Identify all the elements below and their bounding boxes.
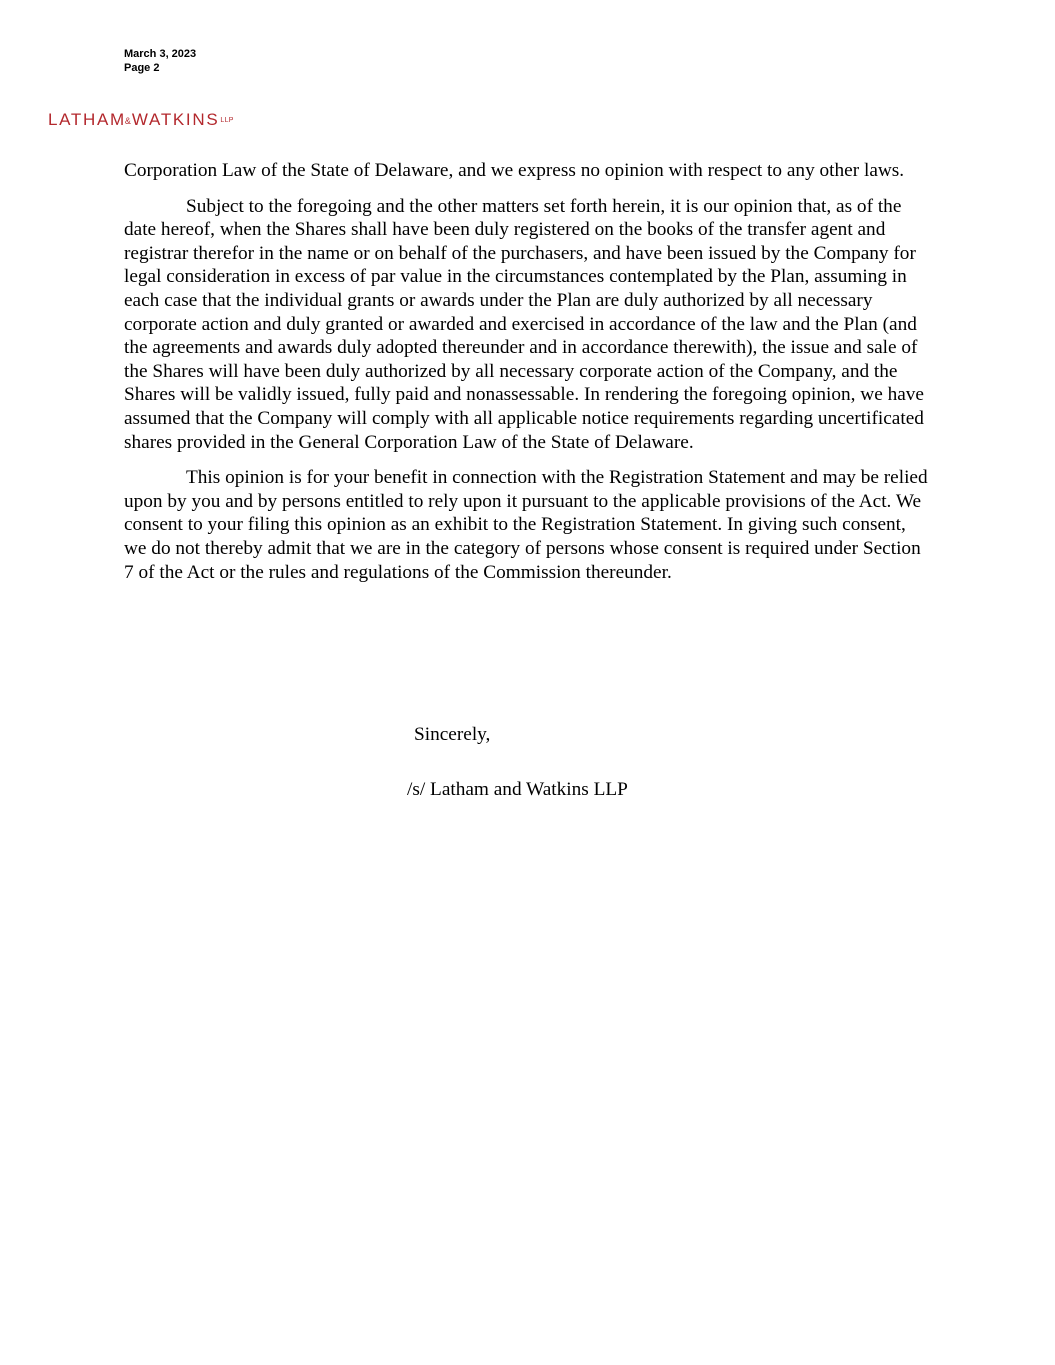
body-paragraph: This opinion is for your benefit in connection with the Registration Statement and may be relied upon by you and by persons entitled to rely upon it pursuant to the applicable provisions of the Act. We consent to your filing this opinion as an exhibit to the Registration Statement. In giving such consent, we do not thereby admit that we are in the category of persons whose consent is required under Section 7 of the Act or the rules and regulations of the Commission thereunder. [124, 467, 928, 583]
header-page-number: Page 2 [124, 62, 160, 74]
closing-salutation: Sincerely, [414, 724, 491, 745]
letter-body [124, 159, 930, 596]
signature-line: /s/ Latham and Watkins LLP [407, 779, 628, 800]
logo-suffix: LLP [220, 117, 234, 124]
logo-name-left: LATHAM [48, 110, 126, 129]
logo-name-right: WATKINS [131, 110, 220, 129]
body-paragraph: Corporation Law of the State of Delaware, and we express no opinion with respect to any other laws. [124, 160, 905, 181]
header-date: March 3, 2023 [124, 48, 197, 60]
firm-logo [48, 111, 234, 130]
page-header [124, 47, 196, 75]
body-paragraph: Subject to the foregoing and the other matters set forth herein, it is our opinion that, as of the date hereof, when the Shares shall have been duly registered on the books of the transfer agent and registrar therefor in the name or on behalf of the purchasers, and have been issued by the Company for legal consideration in excess of par value in the circumstances contemplated by the Plan, assuming in each case that the individual grants or awards under the Plan are duly authorized by all necessary corporate action and duly granted or awarded and exercised in accordance of the law and the Plan (and the agreements and awards duly adopted thereunder and in accordance therewith), the issue and sale of the Shares will have been duly authorized by all necessary corporate action of the Company, and the Shares will be validly issued, fully paid and nonassessable. In rendering the foregoing opinion, we have assumed that the Company will comply with all applicable notice requirements regarding uncertificated shares provided in the General Corporation Law of the State of Delaware. [124, 195, 924, 453]
logo-ampersand: & [124, 116, 131, 126]
